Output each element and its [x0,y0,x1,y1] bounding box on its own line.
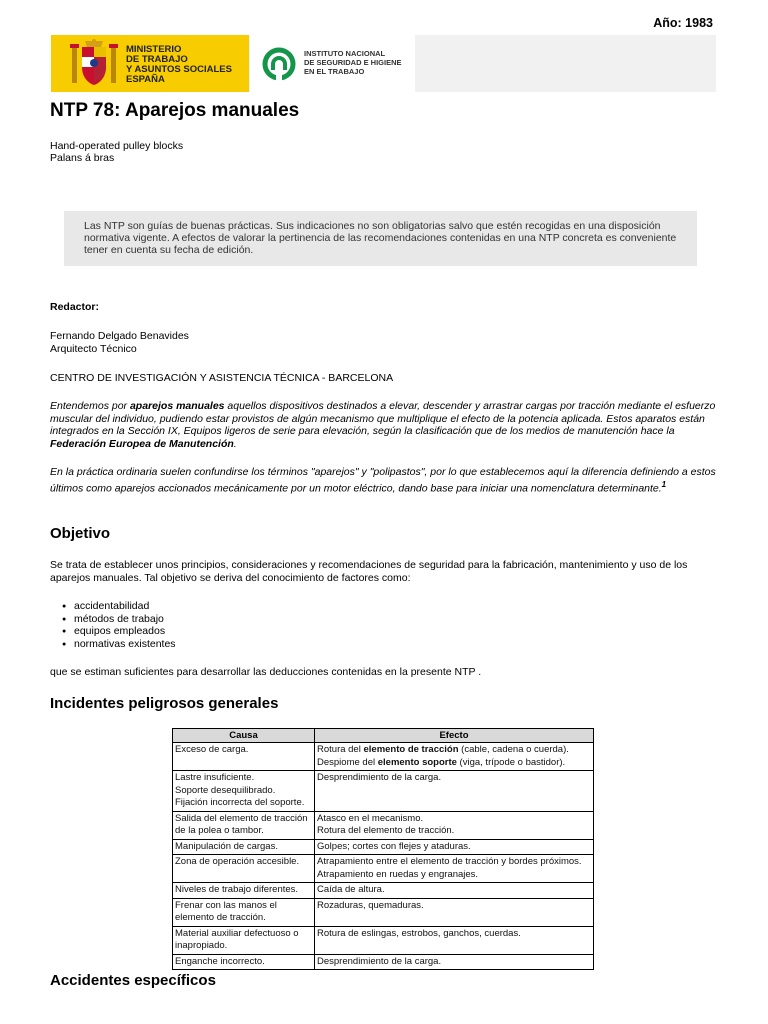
author-title: Arquitecto Técnico [50,343,137,355]
list-item: ● normativas existentes [74,638,176,651]
objetivo-list [74,600,176,650]
efecto-cell [315,954,594,970]
table-row [173,898,594,926]
table-row [173,855,594,883]
table-row [173,839,594,855]
causa-line: Salida del elemento de tracción de la polea o tambor. [175,812,308,836]
causa-line: Exceso de carga. [175,744,249,755]
efecto-line: Atasco en el mecanismo. [317,812,424,824]
table-row [173,771,594,812]
year-label: Año: 1983 [653,16,713,30]
disclaimer-text: Las NTP son guías de buenas prácticas. Sus indicaciones no son obligatorias salvo que estén recogidas en una disposición normativa vigente. A efectos de valorar la pertinencia de las recomendaciones contenidas en una NTP concreta es conveniente tener en cuenta su fecha de edición. [84,220,677,256]
causa-line: Enganche incorrecto. [175,955,265,967]
table-row [173,883,594,899]
efecto-line: Despiome del elemento soporte (viga, trípode o bastidor). [317,756,566,768]
causa-cell [173,926,315,954]
header-banner [51,35,716,92]
causa-cell [173,883,315,899]
list-item: ● métodos de trabajo [74,613,176,626]
efecto-cell [315,855,594,883]
causa-line: Lastre insuficiente. [175,772,255,783]
efecto-line: Rotura del elemento de tracción. [317,825,455,836]
center-name: CENTRO DE INVESTIGACIÓN Y ASISTENCIA TÉCNICA - BARCELONA [50,372,394,384]
column-header-causa: Causa [173,729,315,743]
efecto-cell [315,811,594,839]
causa-cell [173,855,315,883]
efecto-line: Rotura de eslingas, estrobos, ganchos, cuerdas. [317,927,521,939]
causa-cell [173,743,315,771]
subtitle-english: Hand-operated pulley blocks [50,140,184,152]
page-title: NTP 78: Aparejos manuales [50,100,300,121]
column-header-efecto: Efecto [315,729,594,743]
causa-line: Material auxiliar defectuoso o inapropiado. [175,927,299,951]
causa-line: Soporte desequilibrado. [175,784,276,796]
causa-cell [173,954,315,970]
table-row [173,954,594,970]
incidentes-table [172,728,594,970]
efecto-cell [315,771,594,812]
causa-line: Fijación incorrecta del soporte. [175,797,305,808]
intro-paragraph: Entendemos por aparejos manuales aquellos dispositivos destinados a elevar, descender y arrastrar cargas por tracción mediante el esfuerzo muscular del individuo, pudiendo estar provistos de algún mecanismo que multiplique el efecto de la potencia aplicada. Estos aparatos están integrados en la Sección IX, Equipos ligeros de serie para elevación, según la clasificación que de los medios de manutención hace la Federación Europea de Manutención. [50,400,716,450]
causa-line: Zona de operación accesible. [175,856,300,867]
insht-icon [262,47,296,81]
efecto-line: Desprendimiento de la carga. [317,772,442,783]
causa-line: Manipulación de cargas. [175,840,278,852]
table-body [173,743,594,970]
efecto-line: Caída de altura. [317,884,385,895]
disclaimer-box [64,211,697,266]
author-name: Fernando Delgado Benavides [50,330,189,342]
incidentes-heading: Incidentes peligrosos generales [50,695,279,712]
list-item: ● accidentabilidad [74,600,176,613]
insht-text: INSTITUTO NACIONAL DE SEGURIDAD E HIGIENE EN EL TRABAJO [304,49,402,76]
footnote-ref[interactable]: 1 [661,479,667,489]
efecto-line: Golpes; cortes con flejes y ataduras. [317,840,471,852]
efecto-cell [315,883,594,899]
term-federacion: Federación Europea de Manutención [50,437,234,450]
ministerio-text: MINISTERIO DE TRABAJO Y ASUNTOS SOCIALES ESPAÑA [126,44,232,85]
table-header-row [173,729,594,743]
efecto-line: Rozaduras, quemaduras. [317,899,424,911]
accidentes-heading: Accidentes específicos [50,972,216,989]
efecto-cell [315,898,594,926]
table-row [173,811,594,839]
causa-cell [173,811,315,839]
objetivo-paragraph: Se trata de establecer unos principios, consideraciones y recomendaciones de seguridad para la fabricación, mantenimiento y uso de los aparejos manuales. Tal objetivo se deriva del conocimiento de factores como: [50,559,688,584]
coat-of-arms-icon [69,39,119,89]
efecto-line: Atrapamiento en ruedas y engranajes. [317,868,479,880]
efecto-line: Rotura del elemento de tracción (cable, cadena o cuerda). [317,744,569,755]
ministerio-logo [51,35,249,92]
efecto-cell [315,926,594,954]
efecto-line: Desprendimiento de la carga. [317,955,442,967]
redactor-label: Redactor: [50,301,100,313]
objetivo-closing: que se estiman suficientes para desarrollar las deducciones contenidas en la presente NTP . [50,666,482,678]
list-item: ● equipos empleados [74,625,176,638]
table-row [173,743,594,771]
efecto-line: Atrapamiento entre el elemento de tracción y bordes próximos. [317,856,582,867]
causa-cell [173,898,315,926]
causa-cell [173,839,315,855]
efecto-cell [315,743,594,771]
objetivo-heading: Objetivo [50,525,111,542]
efecto-cell [315,839,594,855]
definition-paragraph: En la práctica ordinaria suelen confundirse los términos "aparejos" y "polipastos", por lo que establecemos aquí la diferencia definiendo a estos últimos como aparejos accionados mecánicamente por un motor eléctrico, dando base para iniciar una nomenclatura determinante.$^1$ [50,466,716,494]
causa-cell [173,771,315,812]
insht-logo [250,35,415,92]
causa-line: Niveles de trabajo diferentes. [175,884,299,895]
term-aparejos-manuales: aparejos manuales [129,400,225,412]
causa-line: Frenar con las manos el elemento de tracción. [175,899,277,923]
subtitle-french: Palans á bras [50,152,115,164]
table-row [173,926,594,954]
